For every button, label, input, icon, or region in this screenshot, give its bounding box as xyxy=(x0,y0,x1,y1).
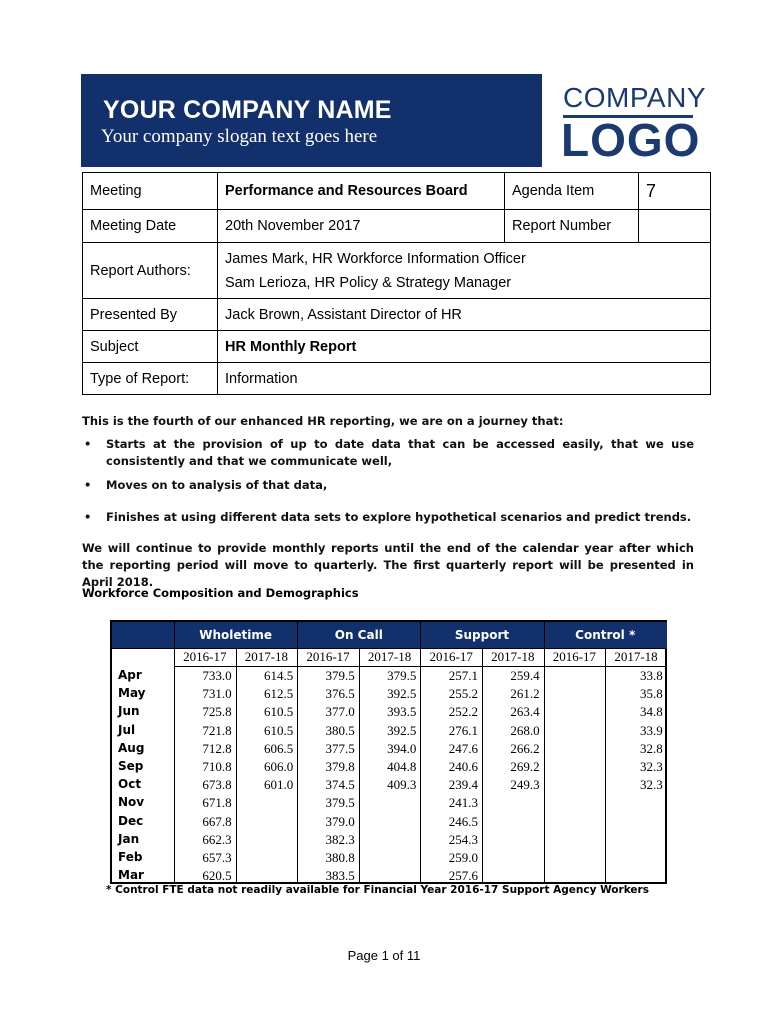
table-cell: 266.2 xyxy=(510,740,540,756)
table-cell: 33.8 xyxy=(640,668,663,683)
table-cell: 261.2 xyxy=(510,686,540,702)
table-cell: 667.8 xyxy=(202,813,232,829)
table-cell: 377.5 xyxy=(325,740,355,756)
table-cell: 239.4 xyxy=(448,777,478,793)
subject-label: Subject xyxy=(83,331,218,363)
bullet-text: Starts at the provision of up to date data that can be accessed easily, that we use consistently and that we communicate well, xyxy=(106,437,694,468)
author-line: James Mark, HR Workforce Information Officer xyxy=(225,250,526,267)
table-cell: 409.3 xyxy=(387,777,417,793)
table-cell: 379.5 xyxy=(325,795,355,811)
table-month-label: Jun xyxy=(118,704,140,719)
table-divider xyxy=(544,622,545,882)
table-cell: 254.3 xyxy=(448,831,478,847)
company-banner xyxy=(81,74,542,167)
bullet-item xyxy=(82,477,694,494)
table-cell: 620.5 xyxy=(202,868,232,884)
table-cell: 377.0 xyxy=(325,704,355,720)
section-title: Workforce Composition and Demographics xyxy=(82,586,359,600)
table-cell: 376.5 xyxy=(325,686,355,702)
bullet-text: Finishes at using different data sets to explore hypothetical scenarios and predict trends. xyxy=(106,510,692,524)
meeting-date-label: Meeting Date xyxy=(83,210,218,243)
table-cell: 241.3 xyxy=(448,795,478,811)
meeting-date-value: 20th November 2017 xyxy=(218,210,505,243)
table-cell: 33.9 xyxy=(640,722,663,738)
table-month-label: Jan xyxy=(118,831,140,846)
bullet-item xyxy=(82,436,694,470)
table-month-label: Oct xyxy=(118,777,142,792)
table-cell: 269.2 xyxy=(510,759,540,774)
table-cell: 268.0 xyxy=(510,722,540,738)
table-cell: 380.8 xyxy=(325,850,355,865)
table-cell: 601.0 xyxy=(263,777,294,793)
report-type-value: Information xyxy=(218,363,711,395)
table-cell: 662.3 xyxy=(202,831,232,847)
table-month-label: Mar xyxy=(118,868,144,883)
table-cell: 610.5 xyxy=(263,722,294,738)
page-number: Page 1 of 11 xyxy=(347,948,421,963)
table-cell: 374.5 xyxy=(325,777,355,793)
presented-by-value: Jack Brown, Assistant Director of HR xyxy=(218,299,711,331)
table-header-corner xyxy=(112,622,174,648)
table-cell: 657.3 xyxy=(202,850,232,865)
table-cell: 712.8 xyxy=(202,740,232,756)
table-cell: 32.8 xyxy=(640,740,663,756)
table-divider xyxy=(174,666,667,667)
table-cell: 392.5 xyxy=(387,722,417,738)
table-cell: 721.8 xyxy=(202,722,232,738)
table-cell: 393.5 xyxy=(387,704,417,720)
table-cell: 257.1 xyxy=(448,668,478,683)
table-cell: 404.8 xyxy=(387,759,417,774)
table-cell: 379.8 xyxy=(325,759,355,774)
table-year-header: 2016-17 xyxy=(306,649,350,664)
meeting-details-table xyxy=(82,172,711,395)
bullet-item xyxy=(82,509,694,526)
meeting-label: Meeting xyxy=(83,173,218,210)
table-cell: 731.0 xyxy=(202,686,232,702)
table-cell: 610.5 xyxy=(263,704,294,720)
meeting-value: Performance and Resources Board xyxy=(218,173,505,210)
table-group-header: On Call xyxy=(297,622,420,648)
table-group-header: Support xyxy=(420,622,543,648)
agenda-item-value: 7 xyxy=(639,173,711,210)
bullet-icon: • xyxy=(84,478,92,492)
table-year-header: 2017-18 xyxy=(244,649,289,664)
table-cell: 247.6 xyxy=(448,740,478,756)
table-month-label: Apr xyxy=(118,668,142,682)
table-cell: 379.5 xyxy=(325,668,355,683)
table-cell: 392.5 xyxy=(387,686,417,702)
table-cell: 673.8 xyxy=(202,777,232,793)
table-cell: 240.6 xyxy=(448,759,478,774)
table-month-label: Sep xyxy=(118,759,144,773)
logo-text: LOGO xyxy=(561,114,701,166)
table-year-header: 2017-18 xyxy=(367,649,412,664)
table-cell: 606.0 xyxy=(263,759,294,774)
table-cell: 263.4 xyxy=(510,704,540,720)
table-group-header: Wholetime xyxy=(174,622,297,648)
bullet-icon: • xyxy=(84,510,92,524)
table-month-label: Jul xyxy=(118,722,136,737)
workforce-table xyxy=(110,620,667,884)
report-number-label: Report Number xyxy=(505,210,639,243)
table-cell: 35.8 xyxy=(640,686,663,702)
table-cell: 710.8 xyxy=(202,759,232,774)
table-year-header: 2016-17 xyxy=(429,649,473,664)
table-year-header: 2017-18 xyxy=(491,649,535,664)
table-cell: 259.0 xyxy=(448,850,478,865)
table-cell: 733.0 xyxy=(202,668,232,683)
table-year-header: 2016-17 xyxy=(552,649,597,664)
company-slogan: Your company slogan text goes here xyxy=(101,126,378,147)
table-month-label: Dec xyxy=(118,813,144,828)
table-group-header: Control * xyxy=(544,622,667,648)
table-cell: 725.8 xyxy=(202,704,232,720)
table-cell: 257.6 xyxy=(448,868,478,884)
table-cell: 252.2 xyxy=(448,704,478,720)
intro-text: This is the fourth of our enhanced HR reporting, we are on a journey that: xyxy=(82,414,564,428)
company-name: YOUR COMPANY NAME xyxy=(103,96,392,124)
report-authors-value xyxy=(218,243,711,299)
table-year-header: 2016-17 xyxy=(183,649,227,664)
table-cell: 249.3 xyxy=(510,777,540,793)
table-cell: 259.4 xyxy=(510,668,540,683)
table-month-label: Nov xyxy=(118,795,145,810)
table-cell: 671.8 xyxy=(202,795,232,811)
logo-top-text: COMPANY xyxy=(563,82,706,113)
subject-value: HR Monthly Report xyxy=(218,331,711,363)
table-cell: 276.1 xyxy=(448,722,478,738)
table-cell: 383.5 xyxy=(325,868,355,884)
table-cell: 380.5 xyxy=(325,722,355,738)
table-cell: 32.3 xyxy=(640,777,663,793)
table-cell: 394.0 xyxy=(387,740,417,756)
bullet-text: Moves on to analysis of that data, xyxy=(106,478,328,492)
table-month-label: Feb xyxy=(118,850,143,864)
table-month-label: May xyxy=(118,686,146,701)
report-type-label: Type of Report: xyxy=(83,363,218,395)
table-cell: 379.5 xyxy=(387,668,417,683)
bullet-icon: • xyxy=(84,437,92,451)
table-cell: 379.0 xyxy=(325,813,355,829)
table-month-label: Aug xyxy=(118,740,145,755)
table-year-header: 2017-18 xyxy=(614,649,658,664)
table-cell: 606.5 xyxy=(263,740,294,756)
reporting-paragraph: We will continue to provide monthly reports until the end of the calendar year after which the reporting period will move to quarterly. The first quarterly report will be presented in April 2018. xyxy=(82,541,694,589)
table-cell: 34.8 xyxy=(640,704,663,720)
table-cell: 612.5 xyxy=(263,686,294,702)
report-authors-label: Report Authors: xyxy=(83,243,218,299)
table-cell: 382.3 xyxy=(325,831,355,847)
presented-by-label: Presented By xyxy=(83,299,218,331)
table-cell: 32.3 xyxy=(640,759,663,774)
table-cell: 246.5 xyxy=(448,813,478,829)
agenda-item-label: Agenda Item xyxy=(505,173,639,210)
table-footnote: * Control FTE data not readily available for Financial Year 2016-17 Support Agency Workers xyxy=(106,884,649,896)
author-line: Sam Lerioza, HR Policy & Strategy Manager xyxy=(225,274,512,291)
table-cell: 255.2 xyxy=(448,686,478,702)
report-number-value xyxy=(639,210,711,243)
table-divider xyxy=(112,648,665,649)
table-cell: 614.5 xyxy=(263,668,294,683)
